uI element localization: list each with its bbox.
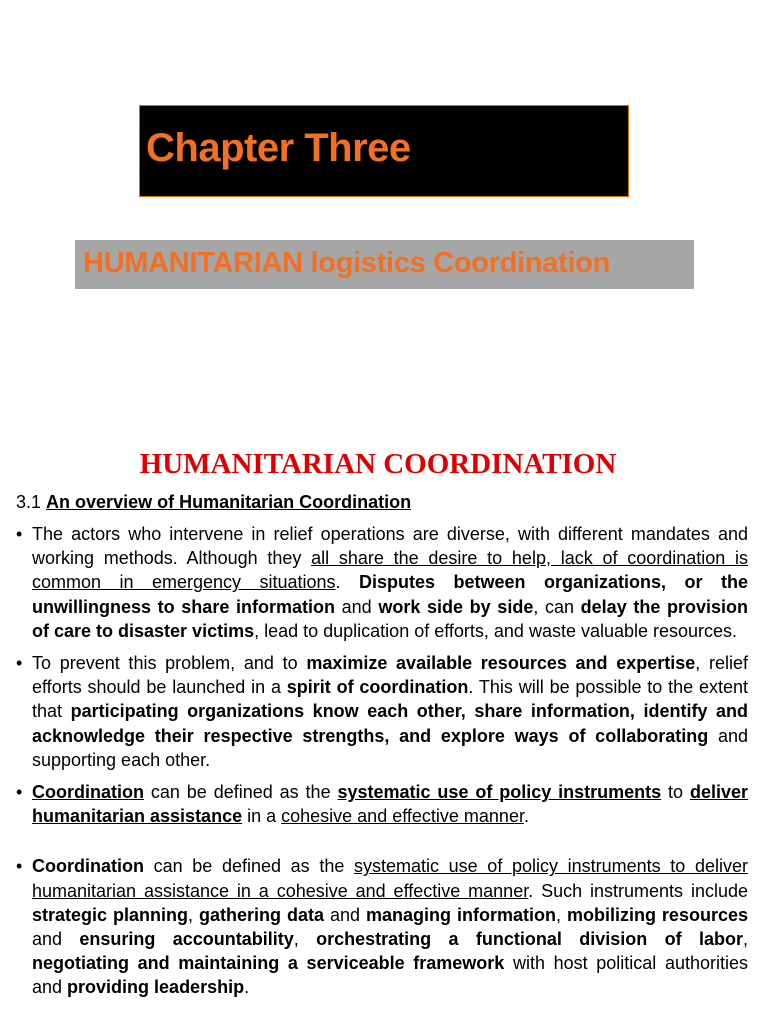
- bullet-text-run: cohesive and effective manner: [281, 806, 524, 827]
- chapter-title: Chapter Three: [146, 126, 411, 170]
- bullet-text-run: work side by side: [378, 596, 534, 617]
- bullet-text-run: maximize available resources and expertise: [306, 653, 696, 674]
- bullet-text-run: to: [661, 782, 690, 803]
- bullet-text-run: in a: [242, 806, 282, 827]
- bullet-text-run: , relief efforts should be launched in a: [32, 653, 749, 698]
- bullet-text-run: providing leadership: [67, 977, 245, 998]
- bullet-text-run: can be defined as the: [143, 782, 338, 803]
- bullet-text-run: To prevent this problem, and to: [32, 653, 307, 674]
- bullet-text-run: and supporting each other.: [32, 725, 748, 770]
- bullet-text-run: . This will be possible to the extent that: [32, 677, 748, 722]
- bullet-text-run: orchestrating a functional division of labor: [316, 929, 743, 950]
- bullet-text-run: participating organizations know each other, share information, identify and acknowledge their respective strengths, and explore ways of collaborating: [32, 701, 749, 746]
- bullet-text-run: gathering data: [198, 904, 324, 925]
- bullet-text-run: .: [523, 806, 529, 827]
- bullet-text-run: ensuring accountability: [79, 929, 294, 950]
- bullet-text-run: and: [334, 596, 379, 617]
- bullet-dot: •: [16, 653, 23, 674]
- bullet-text-run: ,: [188, 904, 199, 925]
- bullet-text-run: delay the provision of care to disaster victims: [32, 596, 749, 641]
- bullet-text-run: Disputes between organizations, or the unwillingness to share information: [32, 572, 748, 617]
- bullet-item: [16, 780, 748, 828]
- bullet-text-run: and: [323, 904, 366, 925]
- overview-title: An overview of Humanitarian Coordination: [46, 492, 412, 512]
- bullet-text-run: systematic use of policy instruments to deliver humanitarian assistance in a cohesive and effective manner: [32, 856, 748, 901]
- bullet-text-run: . Such instruments include: [528, 880, 748, 901]
- bullet-text-run: can be defined as the: [143, 856, 354, 877]
- bullet-text-run: .: [335, 572, 360, 593]
- section-number: 3.1: [16, 492, 42, 512]
- bullet-text-run: ,: [293, 929, 317, 950]
- bullet-text-run: and: [32, 929, 80, 950]
- bullet-text-run: , lead to duplication of efforts, and waste valuable resources.: [254, 620, 738, 641]
- bullet-text-run: ,: [555, 904, 567, 925]
- bullet-text-run: Coordination: [32, 782, 144, 803]
- bullet-item: [16, 522, 748, 643]
- bullet-list: [16, 522, 748, 1000]
- bullet-dot: •: [16, 782, 23, 803]
- subtitle-box: [75, 240, 694, 289]
- bullet-text-run: deliver humanitarian assistance: [32, 782, 749, 827]
- section-heading: HUMANITARIAN COORDINATION: [139, 448, 617, 480]
- bullet-text-run: strategic planning: [32, 904, 188, 925]
- bullet-dot: •: [16, 856, 23, 877]
- bullet-text-run: Coordination: [32, 856, 144, 877]
- bullet-text-run: negotiating and maintaining a serviceable framework: [32, 953, 505, 974]
- bullet-text-run: The actors who intervene in relief operations are diverse, with different mandates and working methods. Although they: [32, 524, 748, 569]
- bullet-text-run: with host political authorities and: [32, 953, 748, 998]
- overview-heading: [16, 492, 411, 513]
- bullet-text-run: spirit of coordination: [286, 677, 469, 698]
- bullet-item: [16, 854, 748, 999]
- bullet-text-run: ,: [742, 929, 748, 950]
- bullet-text-run: all share the desire to help, lack of coordination is common in emergency situations: [32, 548, 749, 593]
- bullet-item: [16, 651, 748, 772]
- bullet-text-run: .: [244, 977, 250, 998]
- chapter-subtitle: HUMANITARIAN logistics Coordination: [83, 247, 611, 279]
- bullet-text-run: , can: [533, 596, 581, 617]
- chapter-title-box: [139, 105, 629, 197]
- bullet-dot: •: [16, 524, 23, 544]
- bullet-text-run: mobilizing resources: [566, 904, 748, 925]
- bullet-text-run: managing information: [365, 904, 556, 925]
- bullet-text-run: systematic use of policy instruments: [337, 782, 662, 803]
